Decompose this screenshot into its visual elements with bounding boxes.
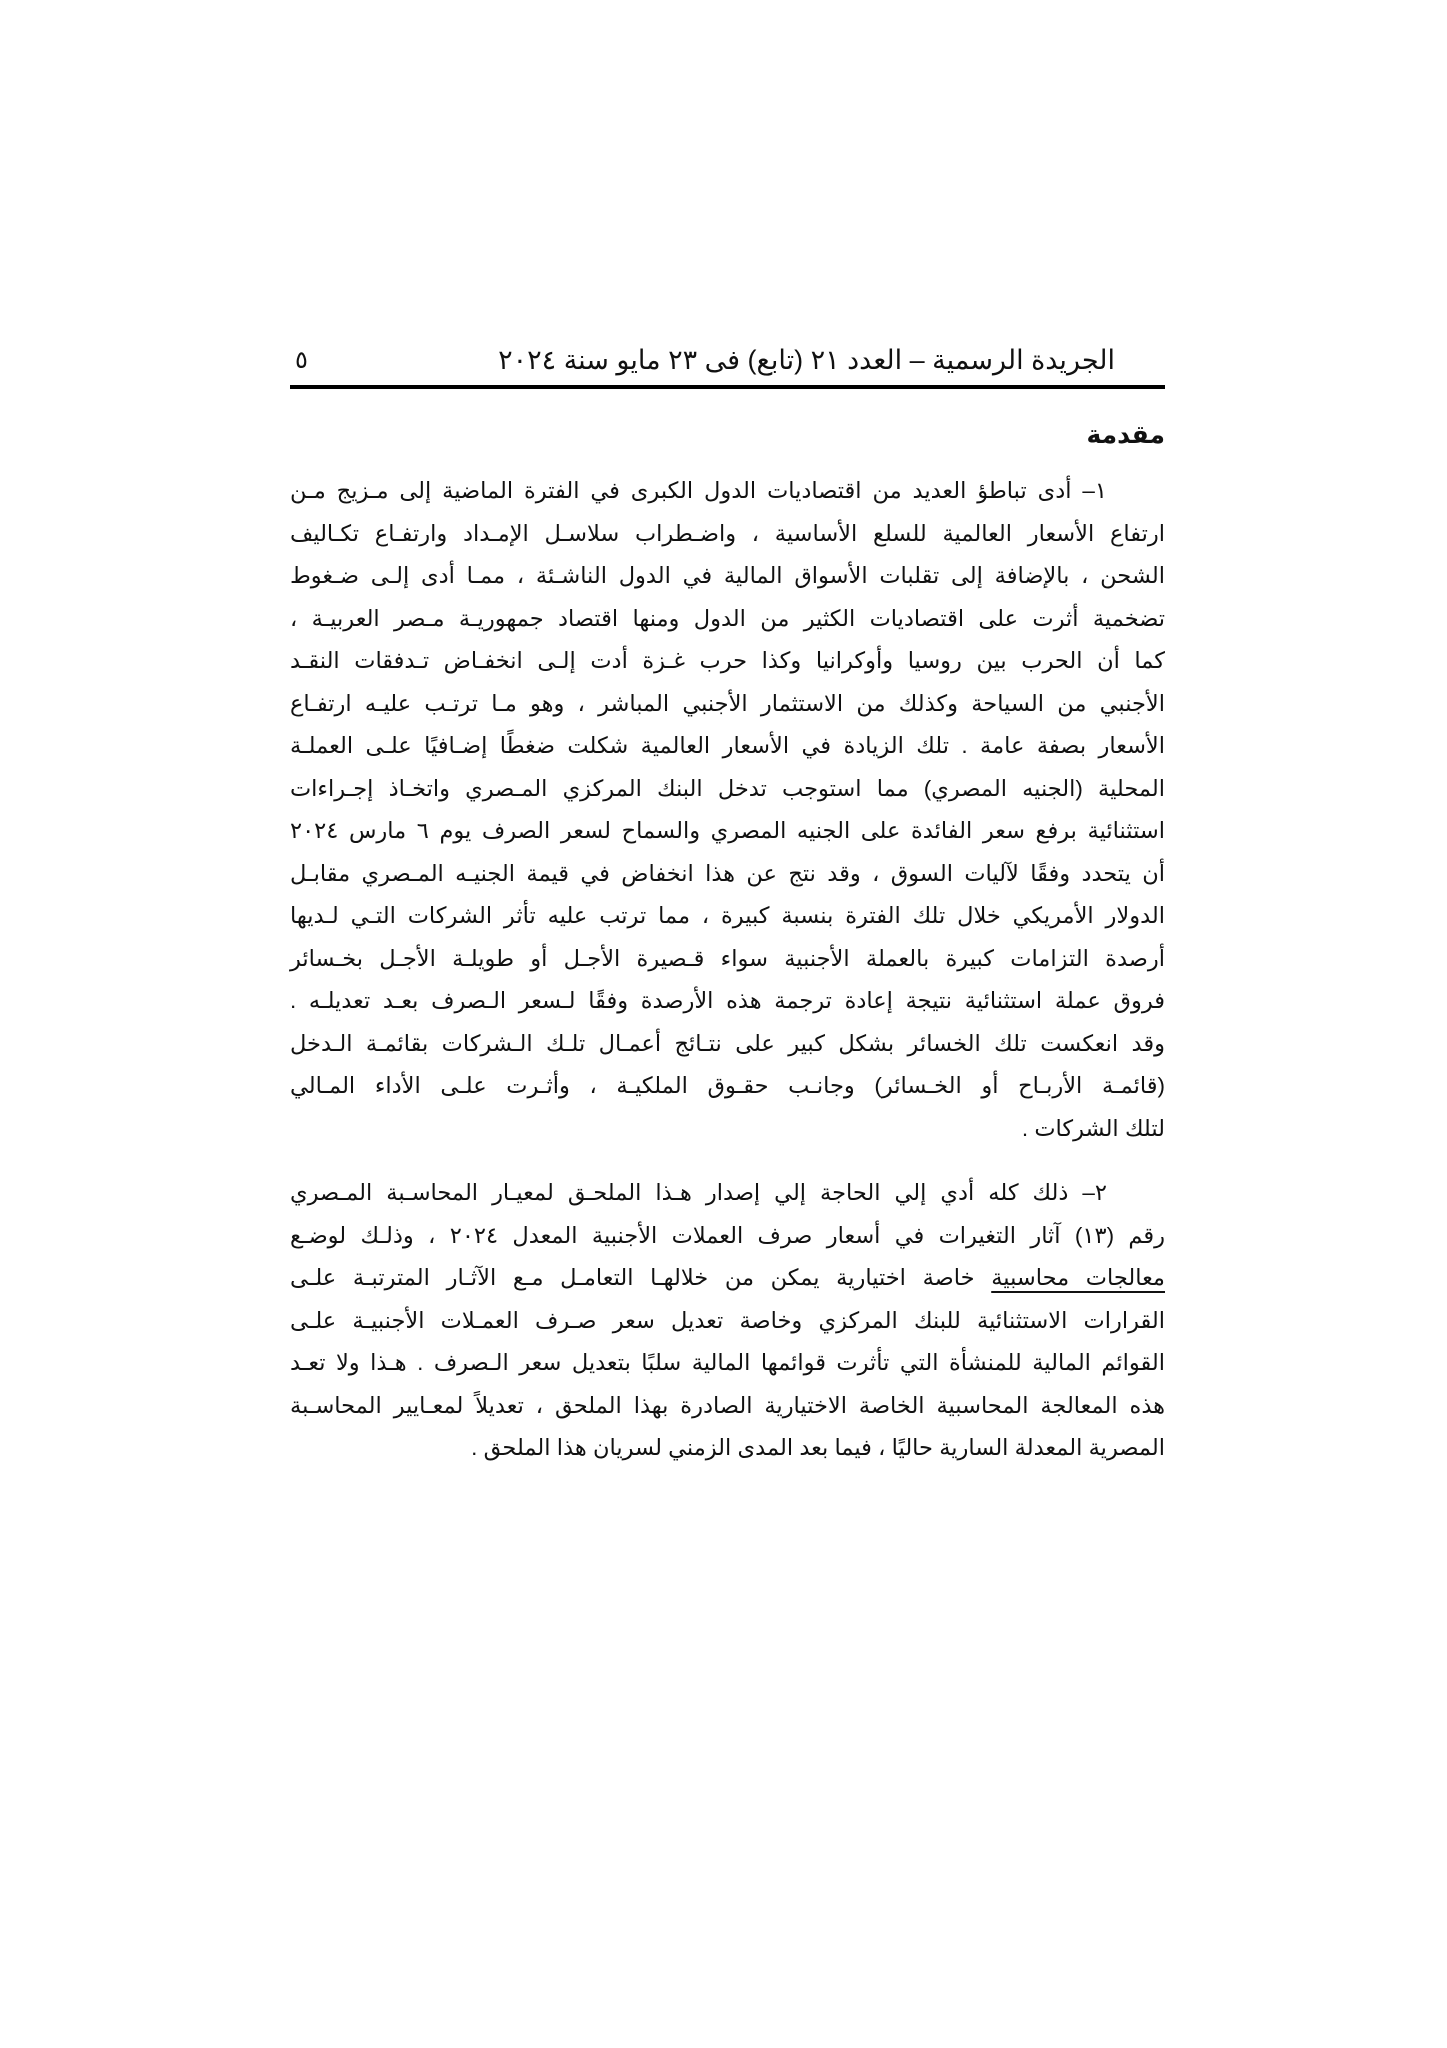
text-line: الدولار الأمريكي خلال تلك الفترة بنسبة كبيرة ، مما ترتب عليه تأثر الشركات التـي لـديها (290, 903, 1165, 928)
text-line: استثنائية برفع سعر الفائدة على الجنيه المصري والسماح لسعر الصرف يوم ٦ مارس ٢٠٢٤ (290, 818, 1165, 843)
text-line: هذه المعالجة المحاسبية الخاصة الاختيارية الصادرة بهذا الملحق ، تعديلاً لمعـايير المحاسـبة (290, 1392, 1165, 1418)
text-line: وقد انعكست تلك الخسائر بشكل كبير على نتـائج أعمـال تلـك الـشركات بقائمـة الـدخل (290, 1030, 1165, 1056)
document-page (290, 0, 1165, 2048)
text-line (290, 1257, 1165, 1300)
text-line: تضخمية أثرت على اقتصاديات الكثير من الدول ومنها اقتصاد جمهوريـة مـصر العربيـة ، (290, 605, 1165, 631)
text-line: الأجنبي من السياحة وكذلك من الاستثمار الأجنبي المباشر ، وهو مـا ترتـب عليـه ارتفـاع (290, 690, 1165, 716)
text-line: ٢– ذلك كله أدي إلي الحاجة إلي إصدار هـذا الملحـق لمعيـار المحاسـبة المـصري (290, 1180, 1107, 1205)
text-line: كما أن الحرب بين روسيا وأوكرانيا وكذا حرب غـزة أدت إلـى انخفـاض تـدفقات النقـد (290, 648, 1165, 673)
text-line: ١– أدى تباطؤ العديد من اقتصاديات الدول الكبرى في الفترة الماضية إلى مـزيج مـن (290, 478, 1107, 503)
text-line: أن يتحدد وفقًا لآليات السوق ، وقد نتج عن هذا انخفاض في قيمة الجنيـه المـصري مقابـل (290, 860, 1165, 886)
text-line: القوائم المالية للمنشأة التي تأثرت قوائمها المالية سلبًا بتعديل سعر الـصرف . هـذا ولا تعـد (290, 1350, 1165, 1375)
text-line: ارتفاع الأسعار العالمية للسلع الأساسية ، واضـطراب سلاسـل الإمـداد وارتفـاع تكـاليف (290, 520, 1165, 546)
paragraph-1 (290, 470, 1165, 1150)
text-line: (قائمـة الأربـاح أو الخـسائر) وجانـب حقـوق الملكيـة ، وأثـرت علـى الأداء المـالي (290, 1073, 1165, 1098)
page-number: ٥ (295, 346, 308, 374)
header-divider (290, 385, 1165, 389)
gazette-title: الجريدة الرسمية – العدد ٢١ (تابع) فى ٢٣ مايو سنة ٢٠٢٤ (498, 344, 1115, 375)
paragraph-2 (290, 1172, 1165, 1470)
text-line: المصرية المعدلة السارية حاليًا ، فيما بعد المدى الزمني لسريان هذا الملحق . (471, 1435, 1165, 1460)
underlined-term: معالجات محاسبية (991, 1265, 1165, 1290)
text-line: أرصدة التزامات كبيرة بالعملة الأجنبية سواء قـصيرة الأجـل أو طويلـة الأجـل بخـسائر (290, 945, 1165, 971)
document-body (290, 470, 1165, 1470)
text-line: القرارات الاستثنائية للبنك المركزي وخاصة تعديل سعر صـرف العمـلات الأجنبيـة علـى (290, 1307, 1165, 1333)
section-heading: مقدمة (1086, 421, 1165, 449)
text-line: الشحن ، بالإضافة إلى تقلبات الأسواق المالية في الدول الناشـئة ، ممـا أدى إلـى ضـغوط (290, 563, 1165, 588)
page-header (290, 335, 1165, 385)
text-line: لتلك الشركات . (1021, 1115, 1165, 1141)
text-line-rest: خاصة اختيارية يمكن من خلالهـا التعامـل مـع الآثـار المترتبـة علـى (290, 1265, 975, 1290)
text-line: رقم (١٣) آثار التغيرات في أسعار صرف العملات الأجنبية المعدل ٢٠٢٤ ، وذلـك لوضـع (290, 1222, 1166, 1248)
text-line: الأسعار بصفة عامة . تلك الزيادة في الأسعار العالمية شكلت ضغطًا إضـافيًا علـى العملـة (290, 733, 1165, 758)
text-line: المحلية (الجنيه المصري) مما استوجب تدخل البنك المركزي المـصري واتخـاذ إجـراءات (290, 775, 1165, 801)
text-line: فروق عملة استثنائية نتيجة إعادة ترجمة هذه الأرصدة وفقًا لـسعر الـصرف بعـد تعديلـه . (290, 988, 1165, 1013)
